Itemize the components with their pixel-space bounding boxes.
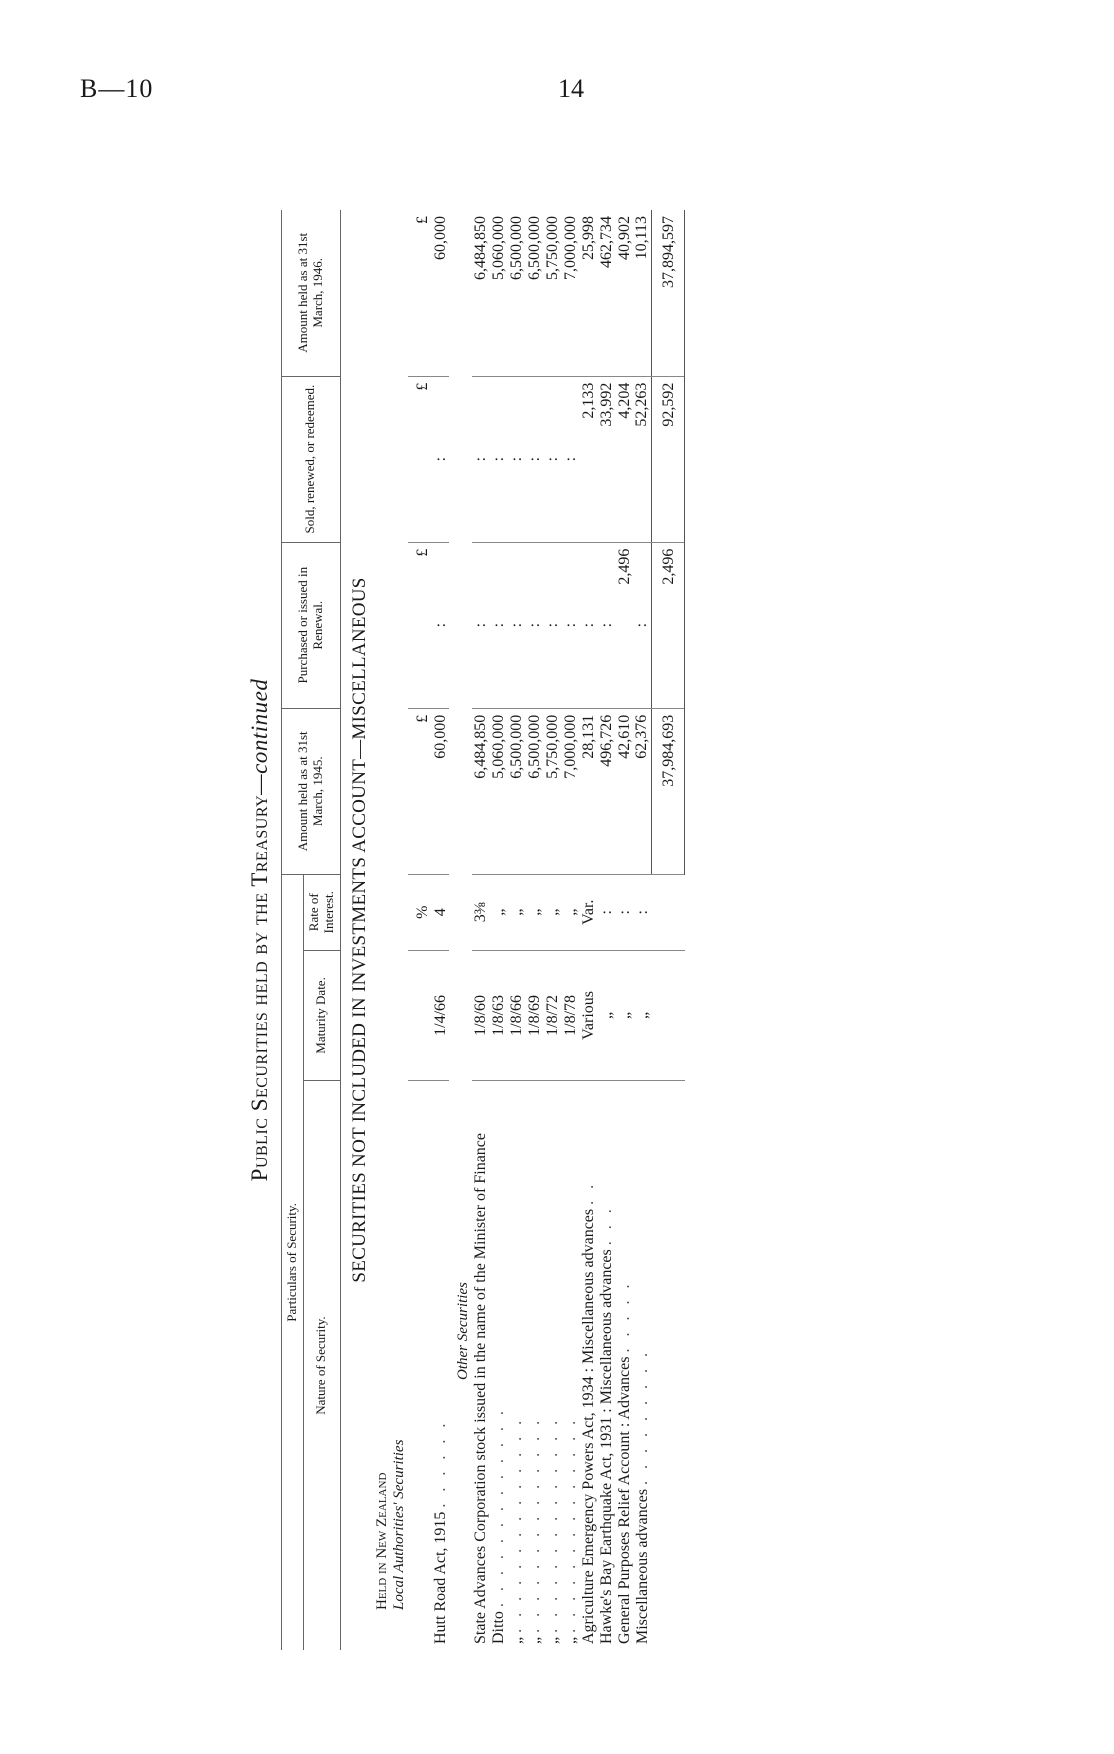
row-maturity: 1/8/60 xyxy=(472,950,490,1080)
row-held-1945: 5,060,000 xyxy=(490,708,508,874)
total-held-1946: 37,894,597 xyxy=(652,210,685,376)
row-nature: „ . . . . . . . . . . . . . . xyxy=(543,1416,561,1644)
total-sold: 92,592 xyxy=(652,376,685,542)
table-row xyxy=(508,210,526,1650)
row-sold: : xyxy=(432,376,450,542)
row-held-1946: 6,500,000 xyxy=(508,210,526,376)
row-nature: „ . . . . . . . . . . . . . . xyxy=(561,1416,579,1644)
table-row xyxy=(432,210,450,1650)
row-nature: Hawke's Bay Earthquake Act, 1931 : Miscellaneous advances . . . xyxy=(597,1205,615,1644)
row-rate: : xyxy=(598,874,616,950)
col-rate: Rate of Interest. xyxy=(303,874,340,950)
other-securities-heading: Other Securities xyxy=(455,1282,472,1380)
row-held-1946: 6,500,000 xyxy=(526,210,544,376)
row-nature: General Purposes Relief Account : Advances . . . . . xyxy=(615,1280,633,1644)
held-in-heading: Held in New Zealand xyxy=(374,1472,391,1610)
row-rate: „ xyxy=(508,874,526,950)
row-rate: „ xyxy=(490,874,508,950)
local-authorities-heading: Local Authorities' Securities xyxy=(390,1439,407,1610)
subheading-row xyxy=(374,210,408,1650)
row-rate: 4 xyxy=(432,874,450,950)
row-purchased: : xyxy=(598,542,616,708)
section-title: SECURITIES NOT INCLUDED IN INVESTMENTS ACCOUNT—MISCELLANEOUS xyxy=(348,577,370,1283)
row-maturity: 1/8/63 xyxy=(490,950,508,1080)
row-held-1946: 40,902 xyxy=(616,210,634,376)
row-nature: State Advances Corporation stock issued in the name of the Minister of Finance xyxy=(472,1133,490,1644)
row-rate: „ xyxy=(562,874,580,950)
pound-unit: £ xyxy=(408,376,432,542)
row-held-1946: 5,750,000 xyxy=(544,210,562,376)
row-nature: „ . . . . . . . . . . . . . . xyxy=(508,1416,526,1644)
row-purchased: : xyxy=(633,542,651,708)
row-maturity: „ xyxy=(598,950,616,1080)
row-purchased: 2,496 xyxy=(616,542,634,708)
row-rate: Var. xyxy=(580,874,598,950)
row-rate: „ xyxy=(526,874,544,950)
row-held-1945: 6,500,000 xyxy=(526,708,544,874)
row-held-1946: 60,000 xyxy=(432,210,450,376)
row-held-1946: 10,113 xyxy=(633,210,651,376)
row-maturity: „ xyxy=(616,950,634,1080)
rotated-table-page xyxy=(245,210,845,1650)
row-purchased: : xyxy=(580,542,598,708)
row-purchased: : xyxy=(472,542,490,708)
row-rate: : xyxy=(616,874,634,950)
col-sold: Sold, renewed, or redeemed. xyxy=(282,376,341,542)
pound-unit: £ xyxy=(408,708,432,874)
row-sold: 52,263 xyxy=(633,376,651,542)
row-held-1945: 60,000 xyxy=(432,708,450,874)
row-rate: : xyxy=(633,874,651,950)
row-held-1946: 25,998 xyxy=(580,210,598,376)
row-sold: 4,204 xyxy=(616,376,634,542)
row-held-1945: 62,376 xyxy=(633,708,651,874)
row-maturity: 1/8/72 xyxy=(544,950,562,1080)
totals-row xyxy=(652,210,685,1650)
row-purchased: : xyxy=(490,542,508,708)
table-row xyxy=(490,210,508,1650)
row-held-1945: 28,131 xyxy=(580,708,598,874)
table-row xyxy=(562,210,580,1650)
row-maturity: „ xyxy=(633,950,651,1080)
col-maturity: Maturity Date. xyxy=(303,950,340,1080)
row-purchased: : xyxy=(526,542,544,708)
row-maturity: 1/8/66 xyxy=(508,950,526,1080)
row-held-1945: 6,500,000 xyxy=(508,708,526,874)
table-row xyxy=(616,210,634,1650)
units-row xyxy=(408,210,432,1650)
total-purchased: 2,496 xyxy=(652,542,685,708)
row-purchased: : xyxy=(544,542,562,708)
percent-unit: % xyxy=(408,874,432,950)
table-row xyxy=(472,210,490,1650)
row-nature: Ditto . . . . . . . . . . . . . xyxy=(490,1407,508,1644)
subheading-row xyxy=(449,210,472,1650)
col-purchased: Purchased or issued in Renewal. xyxy=(282,542,341,708)
table-row xyxy=(544,210,562,1650)
row-purchased: : xyxy=(432,542,450,708)
securities-table xyxy=(281,210,685,1650)
col-particulars: Particulars of Security. xyxy=(282,874,304,1650)
row-nature: „ . . . . . . . . . . . . . . xyxy=(526,1416,543,1644)
row-held-1946: 5,060,000 xyxy=(490,210,508,376)
row-maturity: 1/4/66 xyxy=(432,950,450,1080)
row-nature: Agriculture Emergency Powers Act, 1934 : Miscellaneous advances . . xyxy=(579,1180,597,1644)
row-sold: 33,992 xyxy=(598,376,616,542)
row-held-1945: 6,484,850 xyxy=(472,708,490,874)
total-held-1945: 37,984,693 xyxy=(652,708,685,874)
col-held-1945: Amount held as at 31st March, 1945. xyxy=(282,708,341,874)
row-nature: Miscellaneous advances . . . . . . . . . xyxy=(633,1348,651,1644)
page-id: B—10 xyxy=(80,74,154,103)
row-nature: Hutt Road Act, 1915 . . . . . . xyxy=(431,1419,449,1644)
header-row-1 xyxy=(282,210,304,1650)
title-main: Public Securities held by the Treasury xyxy=(247,794,272,1182)
col-nature: Nature of Security. xyxy=(303,1081,340,1650)
row-sold: : xyxy=(562,376,580,542)
page-number: 14 xyxy=(558,74,584,103)
col-held-1946: Amount held as at 31st March, 1946. xyxy=(282,210,341,376)
row-maturity: 1/8/78 xyxy=(562,950,580,1080)
row-sold: : xyxy=(508,376,526,542)
row-held-1946: 6,484,850 xyxy=(472,210,490,376)
pound-unit: £ xyxy=(408,210,432,376)
title-suffix: —continued xyxy=(247,678,272,795)
row-held-1945: 7,000,000 xyxy=(562,708,580,874)
row-purchased: : xyxy=(508,542,526,708)
row-held-1945: 496,726 xyxy=(598,708,616,874)
row-held-1946: 7,000,000 xyxy=(562,210,580,376)
table-row xyxy=(526,210,544,1650)
row-held-1946: 462,734 xyxy=(598,210,616,376)
row-sold: 2,133 xyxy=(580,376,598,542)
row-purchased: : xyxy=(562,542,580,708)
row-sold: : xyxy=(544,376,562,542)
row-sold: : xyxy=(526,376,544,542)
row-maturity: 1/8/69 xyxy=(526,950,544,1080)
row-maturity: Various xyxy=(580,950,598,1080)
page-title xyxy=(247,210,273,1650)
row-sold: : xyxy=(472,376,490,542)
row-rate: 3⅜ xyxy=(472,874,490,950)
table-row xyxy=(580,210,598,1650)
table-row xyxy=(633,210,651,1650)
section-caption-row xyxy=(340,210,374,1650)
table-row xyxy=(598,210,616,1650)
row-held-1945: 5,750,000 xyxy=(544,708,562,874)
row-rate: „ xyxy=(544,874,562,950)
row-held-1945: 42,610 xyxy=(616,708,634,874)
row-sold: : xyxy=(490,376,508,542)
pound-unit: £ xyxy=(408,542,432,708)
